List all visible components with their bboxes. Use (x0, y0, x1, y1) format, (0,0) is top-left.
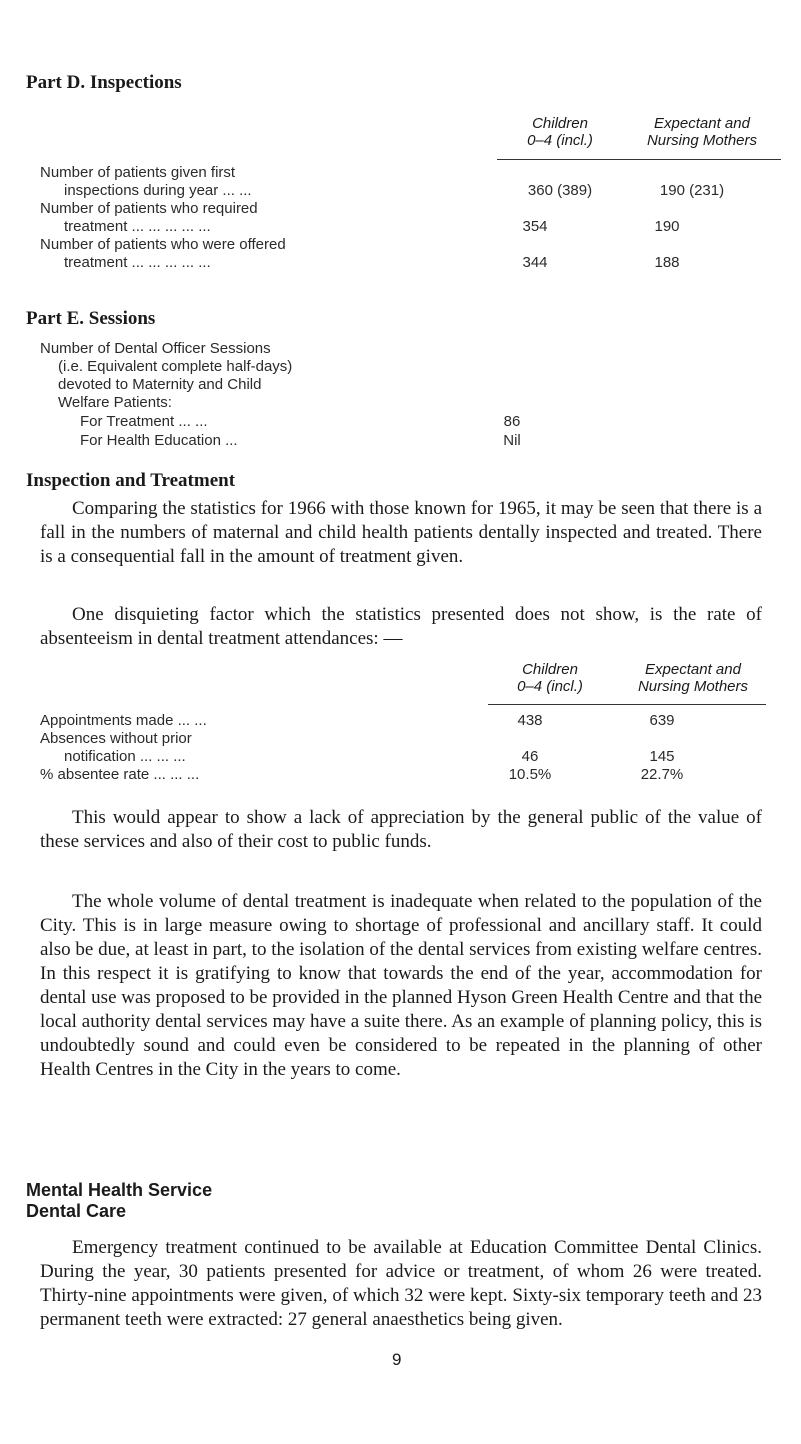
part-d-row-2-children: 354 (522, 218, 548, 235)
mental-health-heading (26, 1180, 212, 1222)
part-d-row-3-mothers: 188 (654, 254, 680, 271)
absentee-row-3-label: % absentee rate ... ... ... (40, 766, 200, 783)
part-d-row-2-mothers: 190 (654, 218, 680, 235)
absentee-row-2-label (40, 730, 192, 766)
absentee-col-mothers-line2: Nursing Mothers (637, 678, 749, 695)
absentee-col-children-line1: Children (522, 661, 578, 678)
part-e-intro-line: Welfare Patients: (58, 394, 172, 411)
part-e-row-2-label: For Health Education ... (80, 432, 238, 449)
row-label-line1: Number of patients who required (40, 200, 258, 217)
inspection-heading: Inspection and Treatment (26, 470, 236, 491)
part-d-row-2-label (40, 200, 258, 236)
part-e-heading: Part E. Sessions (26, 308, 156, 329)
row-label-line1: Number of patients given first (40, 164, 236, 181)
row-label-line1: Absences without prior (40, 730, 192, 747)
row-label-line2: inspections during year ... ... (64, 182, 252, 199)
part-d-col-mothers (632, 115, 772, 149)
absentee-row-2-mothers: 145 (649, 748, 675, 765)
part-d-row-3-children: 344 (522, 254, 548, 271)
part-d-col-children-line2: 0–4 (incl.) (527, 132, 593, 149)
part-d-header-rule (497, 159, 781, 160)
part-d-row-1-mothers: 190 (231) (659, 182, 725, 199)
part-d-col-mothers-line1: Expectant and (654, 115, 750, 132)
inspection-paragraph-4: The whole volume of dental treatment is inadequate when related to the population of the City. This is in large measure owing to shortage of professional and ancillary staff. It could also be due, at least in part, to the isolation of the dental services from existing welfare centres. In this respect it is gratifying to know that towards the end of the year, accommodation for dental use was proposed to be provided in the planned Hyson Green Health Centre and that the local authority dental services may have a suite there. As an example of planning policy, this is undoubtedly sound and could even be considered to be repeated in the planning of other Health Centres in the City in the years to come. (40, 891, 762, 1080)
absentee-row-1-children: 438 (517, 712, 543, 729)
mental-health-heading-line1: Mental Health Service (26, 1180, 213, 1200)
part-d-row-1-children: 360 (389) (527, 182, 593, 199)
mental-health-heading-line2: Dental Care (26, 1201, 127, 1221)
part-d-heading: Part D. Inspections (26, 72, 182, 93)
part-d-col-children (505, 115, 615, 149)
absentee-col-children-line2: 0–4 (incl.) (517, 678, 583, 695)
page-number: 9 (392, 1350, 402, 1369)
absentee-col-children (495, 661, 605, 695)
absentee-row-2-children: 46 (521, 748, 539, 765)
row-label-line2: notification ... ... ... (64, 748, 186, 765)
inspection-paragraph-2: One disquieting factor which the statistics presented does not show, is the rate of absenteeism in dental treatment attendances: — (40, 604, 762, 649)
row-label-line2: treatment ... ... ... ... ... (64, 254, 211, 271)
absentee-row-3-children: 10.5% (508, 766, 552, 783)
part-d-row-3-label (40, 236, 286, 272)
part-d-col-children-line1: Children (532, 115, 588, 132)
absentee-row-3-mothers: 22.7% (640, 766, 684, 783)
part-d-row-1-label (40, 164, 252, 200)
part-e-intro (40, 340, 292, 412)
part-e-intro-line: (i.e. Equivalent complete half-days) (58, 358, 293, 375)
row-label-line1: Number of patients who were offered (40, 236, 286, 253)
absentee-row-1-mothers: 639 (649, 712, 675, 729)
part-e-row-2-value: Nil (503, 432, 521, 449)
absentee-row-1-label: Appointments made ... ... (40, 712, 207, 729)
absentee-col-mothers (618, 661, 768, 695)
absentee-header-rule (488, 704, 766, 705)
inspection-paragraph-1: Comparing the statistics for 1966 with those known for 1965, it may be seen that there is a fall in the numbers of maternal and child health patients dentally inspected and treated. There is a consequential fall in the amount of treatment given. (40, 498, 762, 567)
part-e-row-1-label: For Treatment ... ... (80, 413, 208, 430)
inspection-paragraph-3: This would appear to show a lack of appreciation by the general public of the value of these services and also of their cost to public funds. (40, 807, 762, 852)
part-e-intro-line: devoted to Maternity and Child (58, 376, 262, 393)
part-e-intro-line: Number of Dental Officer Sessions (40, 340, 271, 357)
part-e-row-1-value: 86 (503, 413, 521, 430)
part-d-col-mothers-line2: Nursing Mothers (646, 132, 758, 149)
row-label-line2: treatment ... ... ... ... ... (64, 218, 211, 235)
absentee-col-mothers-line1: Expectant and (645, 661, 741, 678)
mental-health-paragraph: Emergency treatment continued to be available at Education Committee Dental Clinics. During the year, 30 patients presented for advice or treatment, of whom 26 were treated. Thirty-nine appointments were given, of which 32 were kept. Sixty-six temporary teeth and 23 permanent teeth were extracted: 27 general anaesthetics being given. (40, 1237, 762, 1330)
